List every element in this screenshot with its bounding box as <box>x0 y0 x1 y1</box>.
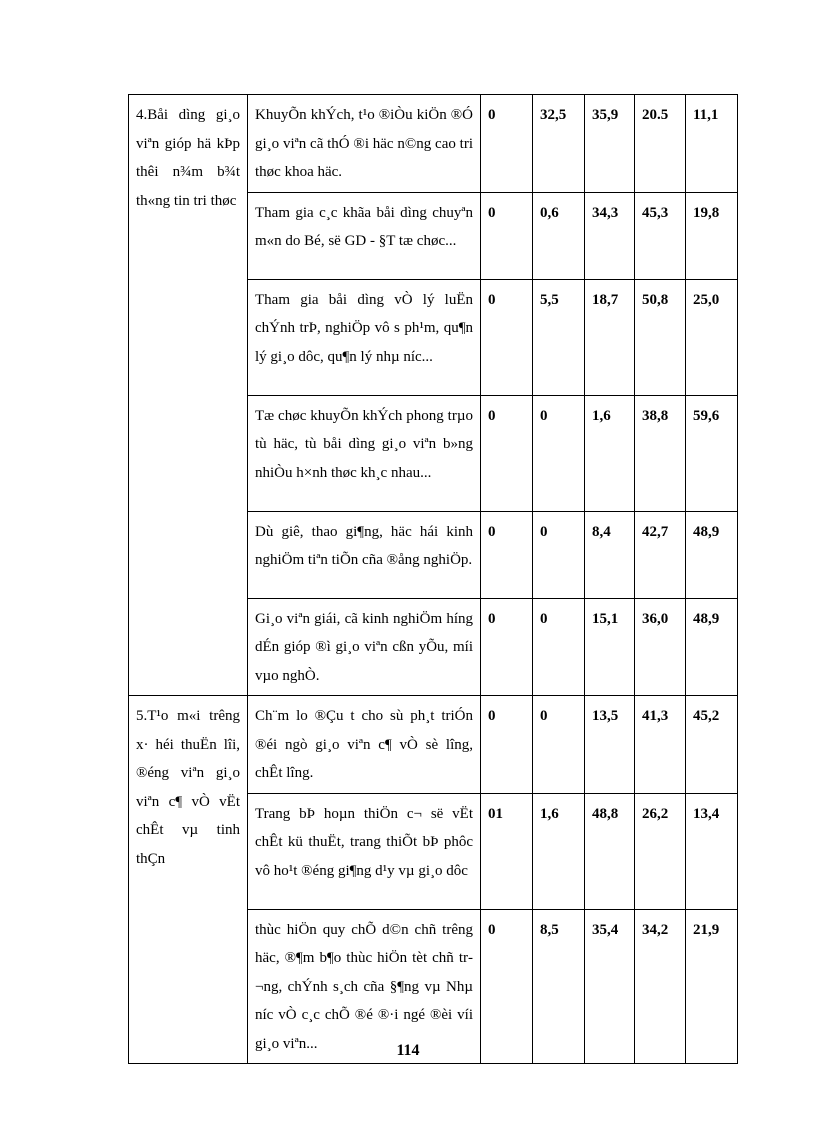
value-cell: 0 <box>481 279 533 395</box>
description-cell: Dù giê, thao gi¶ng, häc hái kinh nghiÖm tiªn tiÕn cña ®ång nghiÖp. <box>248 511 481 598</box>
page-number: 114 <box>396 1042 420 1059</box>
value-cell: 0 <box>533 696 585 794</box>
value-cell: 0 <box>481 192 533 279</box>
value-cell: 26,2 <box>635 793 686 909</box>
value-cell: 1,6 <box>585 395 635 511</box>
table-row <box>129 95 738 193</box>
value-cell: 38,8 <box>635 395 686 511</box>
value-cell: 0 <box>481 909 533 1064</box>
value-cell: 0,6 <box>533 192 585 279</box>
value-cell: 13,4 <box>686 793 738 909</box>
value-cell: 0 <box>481 696 533 794</box>
value-cell: 25,0 <box>686 279 738 395</box>
value-cell: 15,1 <box>585 598 635 696</box>
value-cell: 45,2 <box>686 696 738 794</box>
value-cell: 0 <box>481 598 533 696</box>
description-cell: KhuyÕn khÝch, t¹o ®iÒu kiÖn ®Ó gi¸o viªn cã thÓ ®i häc n©ng cao tri thøc khoa häc. <box>248 95 481 193</box>
description-cell: Gi¸o viªn giái, cã kinh nghiÖm híng dÉn gióp ®ì gi¸o viªn cßn yÕu, míi vµo nghÒ. <box>248 598 481 696</box>
description-cell: Tæ chøc khuyÕn khÝch phong trµo tù häc, tù båi dìng gi¸o viªn b»ng nhiÒu h×nh thøc kh¸c nhau... <box>248 395 481 511</box>
value-cell: 8,5 <box>533 909 585 1064</box>
description-cell: Trang bÞ hoµn thiÖn c¬ së vËt chÊt kü thuËt, trang thiÕt bÞ phôc vô ho¹t ®éng gi¶ng d¹y vµ gi¸o dôc <box>248 793 481 909</box>
value-cell: 18,7 <box>585 279 635 395</box>
value-cell: 5,5 <box>533 279 585 395</box>
value-cell: 0 <box>533 598 585 696</box>
value-cell: 59,6 <box>686 395 738 511</box>
value-cell: 20.5 <box>635 95 686 193</box>
value-cell: 34,2 <box>635 909 686 1064</box>
value-cell: 0 <box>481 95 533 193</box>
value-cell: 8,4 <box>585 511 635 598</box>
value-cell: 1,6 <box>533 793 585 909</box>
value-cell: 50,8 <box>635 279 686 395</box>
value-cell: 19,8 <box>686 192 738 279</box>
description-cell: Tham gia båi dìng vÒ lý luËn chÝnh trÞ, nghiÖp vô s ph¹m, qu¶n lý gi¸o dôc, qu¶n lý nhµ níc... <box>248 279 481 395</box>
description-cell: thùc hiÖn quy chÕ d©n chñ trêng häc, ®¶m b¶o thùc hiÖn tèt chñ tr¬ng, chÝnh s¸ch cña §¶ng vµ Nhµ níc vÒ c¸c chÕ ®é ®·i ngé ®èi víi gi¸o viªn... <box>248 909 481 1064</box>
table-row <box>129 696 738 794</box>
description-cell: Tham gia c¸c khãa båi dìng chuyªn m«n do Bé, së GD - §T tæ chøc... <box>248 192 481 279</box>
value-cell: 0 <box>533 395 585 511</box>
value-cell: 21,9 <box>686 909 738 1064</box>
value-cell: 01 <box>481 793 533 909</box>
value-cell: 0 <box>481 395 533 511</box>
value-cell: 34,3 <box>585 192 635 279</box>
value-cell: 36,0 <box>635 598 686 696</box>
value-cell: 35,4 <box>585 909 635 1064</box>
value-cell: 48,9 <box>686 598 738 696</box>
value-cell: 41,3 <box>635 696 686 794</box>
group-label-cell: 4.Båi dìng gi¸o viªn gióp hä kÞp thêi n¾m b¾t th«ng tin tri thøc <box>129 95 248 696</box>
value-cell: 45,3 <box>635 192 686 279</box>
description-cell: Ch¨m lo ®Çu t cho sù ph¸t triÓn ®éi ngò gi¸o viªn c¶ vÒ sè lîng, chÊt lîng. <box>248 696 481 794</box>
group-label-cell: 5.T¹o m«i trêng x· héi thuËn lîi, ®éng viªn gi¸o viªn c¶ vÒ vËt chÊt vµ tinh thÇn <box>129 696 248 1064</box>
value-cell: 32,5 <box>533 95 585 193</box>
value-cell: 0 <box>481 511 533 598</box>
value-cell: 48,9 <box>686 511 738 598</box>
value-cell: 11,1 <box>686 95 738 193</box>
value-cell: 42,7 <box>635 511 686 598</box>
value-cell: 35,9 <box>585 95 635 193</box>
value-cell: 0 <box>533 511 585 598</box>
value-cell: 48,8 <box>585 793 635 909</box>
value-cell: 13,5 <box>585 696 635 794</box>
survey-table <box>128 94 738 1064</box>
